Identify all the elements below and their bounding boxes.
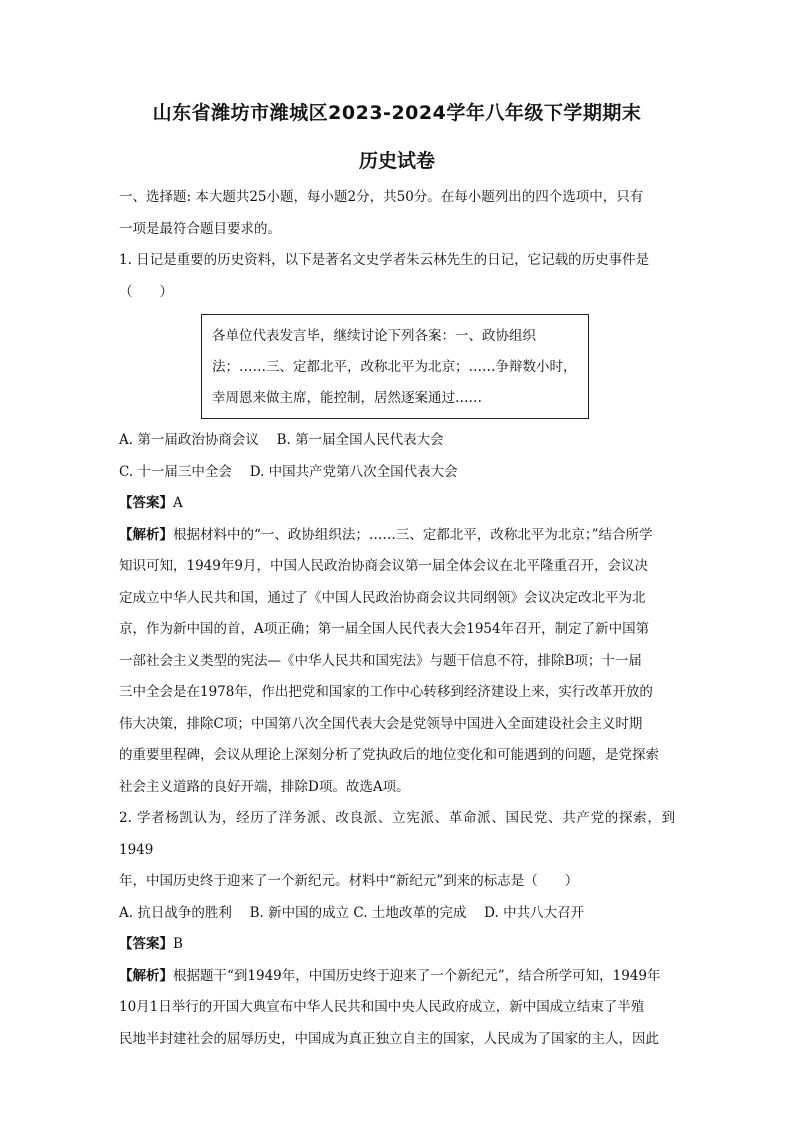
q1-analysis-line-9: 社会主义道路的良好开端，排除D项。故选A项。 [119, 778, 410, 795]
q2-analysis-line-3: 民地半封建社会的屈辱历史，中国成为真正独立自主的国家，人民成为了国家的主人，因此 [119, 1030, 659, 1047]
q1-analysis-line-5: 一部社会主义类型的宪法—《中华人民共和国宪法》与题干信息不符，排除B项；十一届 [119, 652, 642, 669]
q1-analysis-line-6: 三中全会是在1978年，作出把党和国家的工作中心转移到经济建设上来，实行改革开放的 [119, 684, 653, 700]
q1-options-row-1: A. 第一届政治协商会议 B. 第一届全国人民代表大会 [119, 432, 444, 448]
q1-analysis-line-2: 知识可知，1949年9月，中国人民政治协商会议第一届全体会议在北平隆重召开，会议决 [119, 558, 648, 574]
q1-analysis-text-1: 根据材料中的“一、政协组织法；……三、定都北平，改称北平为北京；”结合所学 [173, 526, 653, 543]
q2-analysis-line-1 [119, 961, 675, 993]
q2-answer-tag: 【答案】 [119, 936, 173, 952]
q1-analysis-line-3: 定成立中华人民共和国，通过了《中国人民政治协商会议共同纲领》会议决定改北平为北 [119, 589, 646, 606]
doc-subtitle: 历史试卷 [358, 150, 435, 172]
q1-quote-box [201, 314, 589, 419]
q1-quote-line-3: 幸周恩来做主席，能控制，居然逐案通过…… [212, 390, 482, 406]
q1-analysis-line-1 [119, 520, 675, 552]
q1-quote-line-2: 法；……三、定都北平，改称北平为北京；……争辩数小时， [212, 359, 577, 375]
q2-analysis-text-1: 根据题干“到1949年，中国历史终于迎来了一个新纪元”，结合所学可知，1949年 [173, 967, 661, 984]
q1-answer-value: A [173, 495, 183, 511]
q1-analysis-line-8: 的重要里程碑，会议从理论上深刻分析了党执政后的地位变化和可能遇到的问题，是党探索 [119, 747, 659, 763]
section-intro-line-2: 一项是最符合题目要求的。 [119, 220, 281, 237]
document-page [119, 98, 675, 1055]
q1-quote-line-1: 各单位代表发言毕，继续讨论下列各案：一、政协组织 [212, 328, 536, 344]
q1-analysis-line-4: 京，作为新中国的首，A项正确；第一届全国人民代表大会1954年召开，制定了新中国第 [119, 621, 650, 637]
q1-answer [119, 488, 675, 520]
doc-title: 山东省潍坊市潍城区2023-2024学年八年级下学期期末 [152, 102, 642, 124]
q1-stem-line-2: （ ） [119, 283, 173, 300]
q2-answer-value: B [173, 936, 183, 952]
q2-stem-line-1: 2. 学者杨凯认为，经历了洋务派、改良派、立宪派、革命派、国民党、共产党的探索，到1949 [119, 810, 675, 858]
section-intro-line-1: 一、选择题: 本大题共25小题，每小题2分，共50分。在每小题列出的四个选项中，只有 [119, 189, 644, 205]
q1-options-row-2: C. 十一届三中全会 D. 中国共产党第八次全国代表大会 [119, 463, 458, 480]
q1-analysis-tag: 【解析】 [119, 526, 173, 543]
q1-answer-tag: 【答案】 [119, 495, 173, 511]
q2-analysis-tag: 【解析】 [119, 967, 173, 984]
q2-stem-line-2: 年，中国历史终于迎来了一个新纪元。材料中“新纪元”到来的标志是（ ） [119, 873, 579, 889]
q2-analysis-line-2: 10月1日举行的开国大典宣布中华人民共和国中央人民政府成立，新中国成立结束了半殖 [119, 999, 645, 1015]
q2-options-row: A. 抗日战争的胜利 B. 新中国的成立 C. 土地改革的完成 D. 中共八大召开 [119, 904, 585, 921]
q1-stem-line-1: 1. 日记是重要的历史资料，以下是著名文史学者朱云林先生的日记，它记载的历史事件是 [119, 252, 650, 268]
q1-analysis-line-7: 伟大决策，排除C项；中国第八次全国代表大会是党领导中国进入全面建设社会主义时期 [119, 715, 643, 732]
q2-answer [119, 929, 675, 961]
